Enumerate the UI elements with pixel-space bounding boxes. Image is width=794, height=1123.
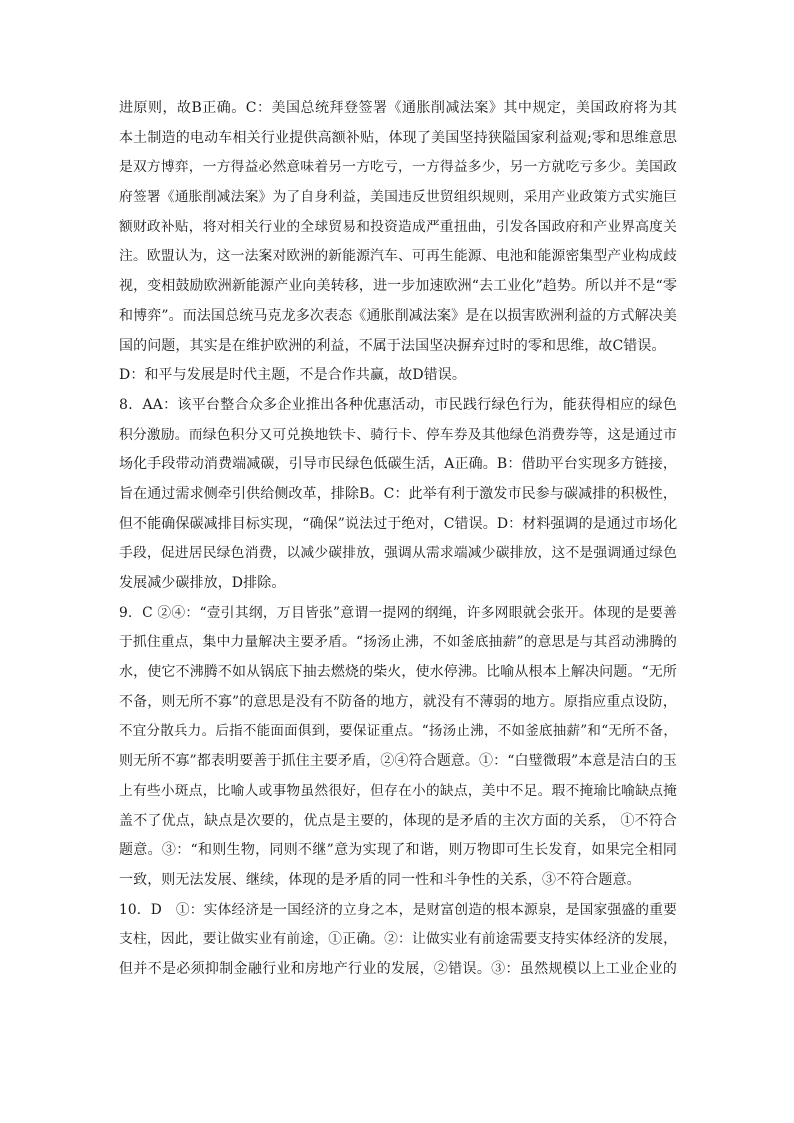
text-line: 水，使它不沸腾不如从锅底下抽去燃烧的柴火，使水停沸。比喻从根本上解决问题。“无所 — [119, 664, 677, 681]
text-line: 支柱，因此，要让做实业有前途，①正确。②：让做实业有前途需要支持实体经济的发展， — [119, 931, 677, 948]
text-line: 于抓住重点，集中力量解决主要矛盾。“扬汤止沸，不如釜底抽薪”的意思是与其舀动沸腾的 — [119, 634, 677, 651]
text-line: D：和平与发展是时代主题，不是合作共赢，故D错误。 — [119, 367, 466, 384]
text-line: 额财政补贴，将对相关行业的全球贸易和投资造成严重扭曲，引发各国政府和产业界高度关 — [119, 218, 677, 235]
text-line: 但不能确保碳减排目标实现，“确保”说法过于绝对，C错误。D：材料强调的是通过市场化 — [119, 515, 677, 532]
text-line: 上有些小斑点，比喻人或事物虽然很好，但存在小的缺点，美中不足。瑕不掩瑜比喻缺点掩 — [119, 782, 677, 799]
text-line: 发展减少碳排放，D排除。 — [119, 575, 286, 591]
text-line: 题意。③：“和则生物，同则不继”意为实现了和谐，则万物即可生长发育，如果完全相同 — [119, 842, 677, 859]
text-line: 不备，则无所不寡”的意思是没有不防备的地方，就没有不薄弱的地方。原指应重点设防， — [119, 693, 677, 710]
text-line: 进原则，故B正确。C：美国总统拜登签署《通胀削减法案》其中规定，美国政府将为其 — [119, 100, 677, 116]
text-line: 府签署《通胀削减法案》为了自身利益，美国违反世贸组织规则，采用产业政策方式实施巨 — [119, 189, 677, 206]
text-line: 则无所不寡”都表明要善于抓住主要矛盾，②④符合题意。①：“白璧微瑕”本意是洁白的玉 — [119, 753, 677, 770]
question-10-line: 10．D ①：实体经济是一国经济的立身之本，是财富创造的根本源泉，是国家强盛的重要 — [119, 901, 677, 918]
answer-explanation-text — [119, 94, 677, 985]
text-line: 但并不是必须抑制金融行业和房地产行业的发展，②错误。③：虽然规模以上工业企业的 — [119, 960, 677, 977]
text-line: 一致，则无法发展、继续，体现的是矛盾的同一性和斗争性的关系，③不符合题意。 — [119, 871, 641, 888]
question-9-line: 9．C ②④：“壹引其纲，万目皆张”意谓一提网的纲绳，许多网眼就会张开。体现的是要善 — [119, 604, 677, 621]
text-line: 盖不了优点，缺点是次要的，优点是主要的，体现的是矛盾的主次方面的关系， ①不符合 — [119, 812, 677, 829]
text-line: 旨在通过需求侧牵引供给侧改革，排除B。C：此举有利于激发市民参与碳减排的积极性， — [119, 485, 677, 502]
text-line: 积分激励。而绿色积分又可兑换地铁卡、骑行卡、停车券及其他绿色消费券等，这是通过市 — [119, 426, 677, 443]
text-line: 是双方博弈，一方得益必然意味着另一方吃亏，一方得益多少，另一方就吃亏多少。美国政 — [119, 159, 677, 176]
text-line: 场化手段带动消费端减碳，引导市民绿色低碳生活，A正确。B：借助平台实现多方链接， — [119, 456, 677, 473]
text-line: 视，变相鼓励欧洲新能源产业向美转移，进一步加速欧洲“去工业化”趋势。所以并不是“零 — [119, 278, 677, 295]
text-line: 和博弈”。而法国总统马克龙多次表态《通胀削减法案》是在以损害欧洲利益的方式解决美 — [119, 307, 677, 324]
text-line: 国的问题，其实是在维护欧洲的利益，不属于法国坚决摒弃过时的零和思维，故C错误。 — [119, 337, 666, 354]
text-line: 手段，促进居民绿色消费，以减少碳排放，强调从需求端减少碳排放，这不是强调通过绿色 — [119, 545, 677, 562]
text-line: 不宜分散兵力。后指不能面面俱到，要保证重点。“扬汤止沸，不如釜底抽薪”和“无所不备， — [119, 723, 677, 740]
text-line: 注。欧盟认为，这一法案对欧洲的新能源汽车、可再生能源、电池和能源密集型产业构成歧 — [119, 248, 677, 265]
text-line: 本土制造的电动车相关行业提供高额补贴，体现了美国坚持狭隘国家利益观;零和思维意思 — [119, 129, 677, 146]
question-8-line: 8．AA：该平台整合众多企业推出各种优惠活动，市民践行绿色行为，能获得相应的绿色 — [119, 396, 677, 413]
